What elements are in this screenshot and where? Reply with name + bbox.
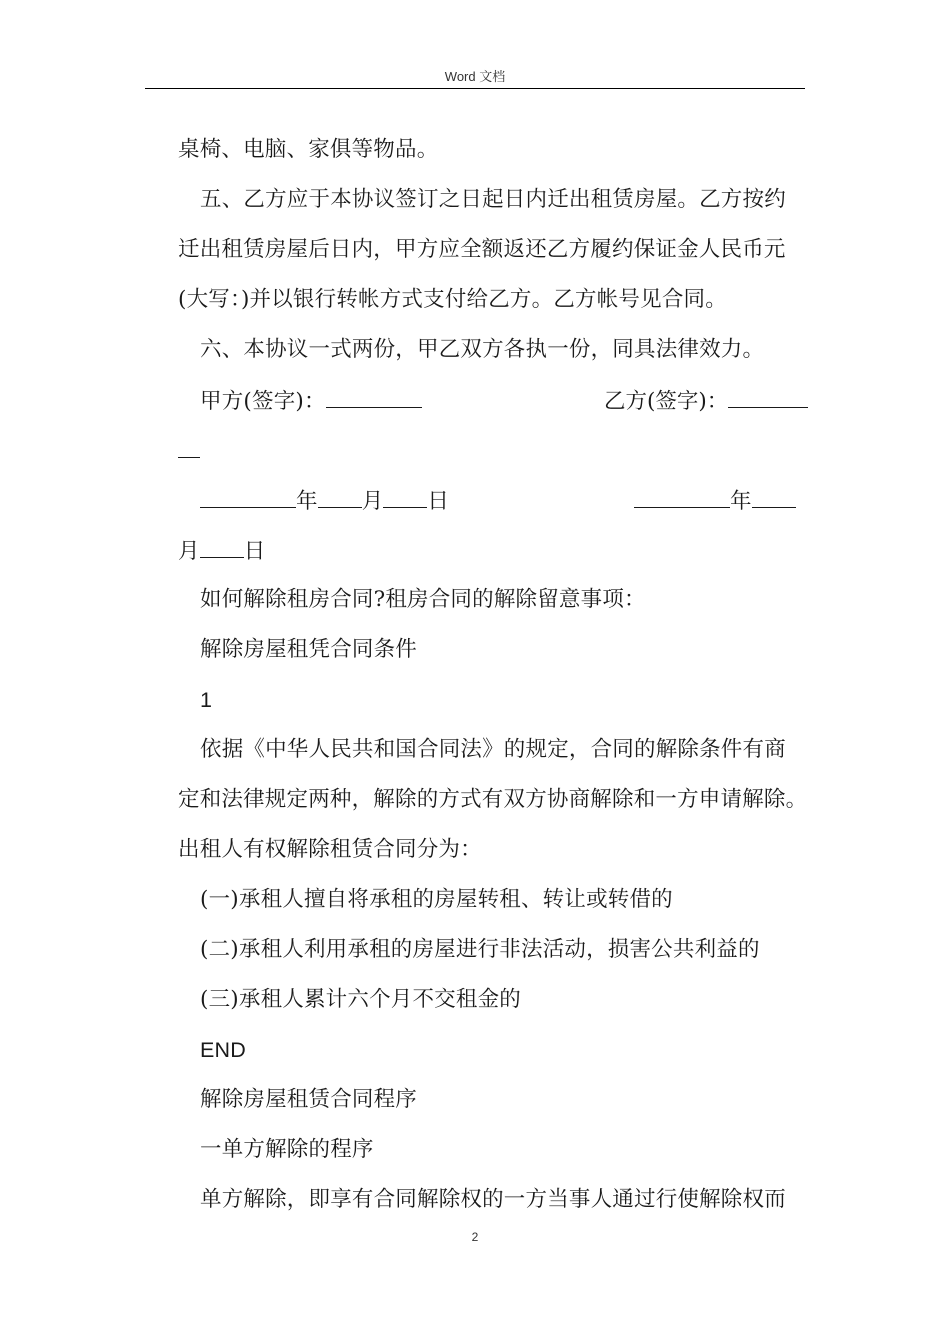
paragraph-line: 六、本协议一式两份，甲乙双方各执一份，同具法律效力。 — [200, 337, 765, 362]
day-label: 日 — [243, 539, 266, 564]
party-b-signature — [604, 385, 808, 417]
subsection-heading: 一单方解除的程序 — [200, 1137, 374, 1162]
paragraph-line: (大写：)并以银行转帐方式支付给乙方。乙方帐号见合同。 — [178, 287, 727, 312]
party-b-signature-blank-wrap — [178, 435, 200, 458]
page-header: Word 文档 — [444, 69, 506, 84]
month-label: 月 — [361, 489, 384, 514]
party-b-date-continuation — [178, 535, 265, 567]
year-label: 年 — [730, 489, 752, 514]
paragraph-line: 依据《中华人民共和国合同法》的规定，合同的解除条件有商 — [200, 737, 786, 762]
section-heading: 如何解除租房合同?租房合同的解除留意事项： — [200, 587, 646, 612]
party-b-day-blank — [200, 535, 244, 558]
day-label: 日 — [427, 489, 450, 514]
paragraph-line: 五、乙方应于本协议签订之日起日内迁出租赁房屋。乙方按约 — [200, 187, 786, 212]
party-a-signature — [200, 385, 422, 417]
end-marker: END — [200, 1038, 246, 1062]
paragraph-line: 单方解除，即享有合同解除权的一方当事人通过行使解除权而 — [200, 1187, 786, 1212]
year-label: 年 — [296, 489, 318, 514]
party-b-date — [634, 485, 796, 517]
list-item: (三)承租人累计六个月不交租金的 — [200, 987, 521, 1012]
paragraph-line: 出租人有权解除租赁合同分为： — [178, 837, 482, 862]
section-heading: 解除房屋租凭合同条件 — [200, 637, 418, 662]
paragraph-line: 定和法律规定两种，解除的方式有双方协商解除和一方申请解除。 — [178, 787, 808, 812]
party-b-label: 乙方(签字)： — [604, 389, 729, 414]
list-item: (二)承租人利用承租的房屋进行非法活动，损害公共利益的 — [200, 937, 760, 962]
section-number: 1 — [200, 688, 213, 712]
section-heading: 解除房屋租赁合同程序 — [200, 1087, 418, 1112]
page-number: 2 — [471, 1230, 479, 1244]
party-a-signature-blank — [326, 385, 422, 408]
party-a-year-blank — [200, 485, 296, 508]
signature-blank-continuation — [178, 435, 200, 467]
paragraph-line: 迁出租赁房屋后日内，甲方应全额返还乙方履约保证金人民币元 — [178, 237, 786, 262]
header-divider — [145, 88, 805, 89]
party-b-year-blank — [634, 485, 730, 508]
month-label: 月 — [178, 539, 200, 564]
paragraph-line: 桌椅、电脑、家俱等物品。 — [178, 137, 439, 162]
party-b-month-blank — [752, 485, 796, 508]
party-a-date — [200, 485, 449, 517]
list-item: (一)承租人擅自将承租的房屋转租、转让或转借的 — [200, 887, 673, 912]
party-a-label: 甲方(签字)： — [200, 389, 326, 414]
party-a-day-blank — [383, 485, 427, 508]
party-a-month-blank — [318, 485, 362, 508]
party-b-signature-blank — [728, 385, 808, 408]
